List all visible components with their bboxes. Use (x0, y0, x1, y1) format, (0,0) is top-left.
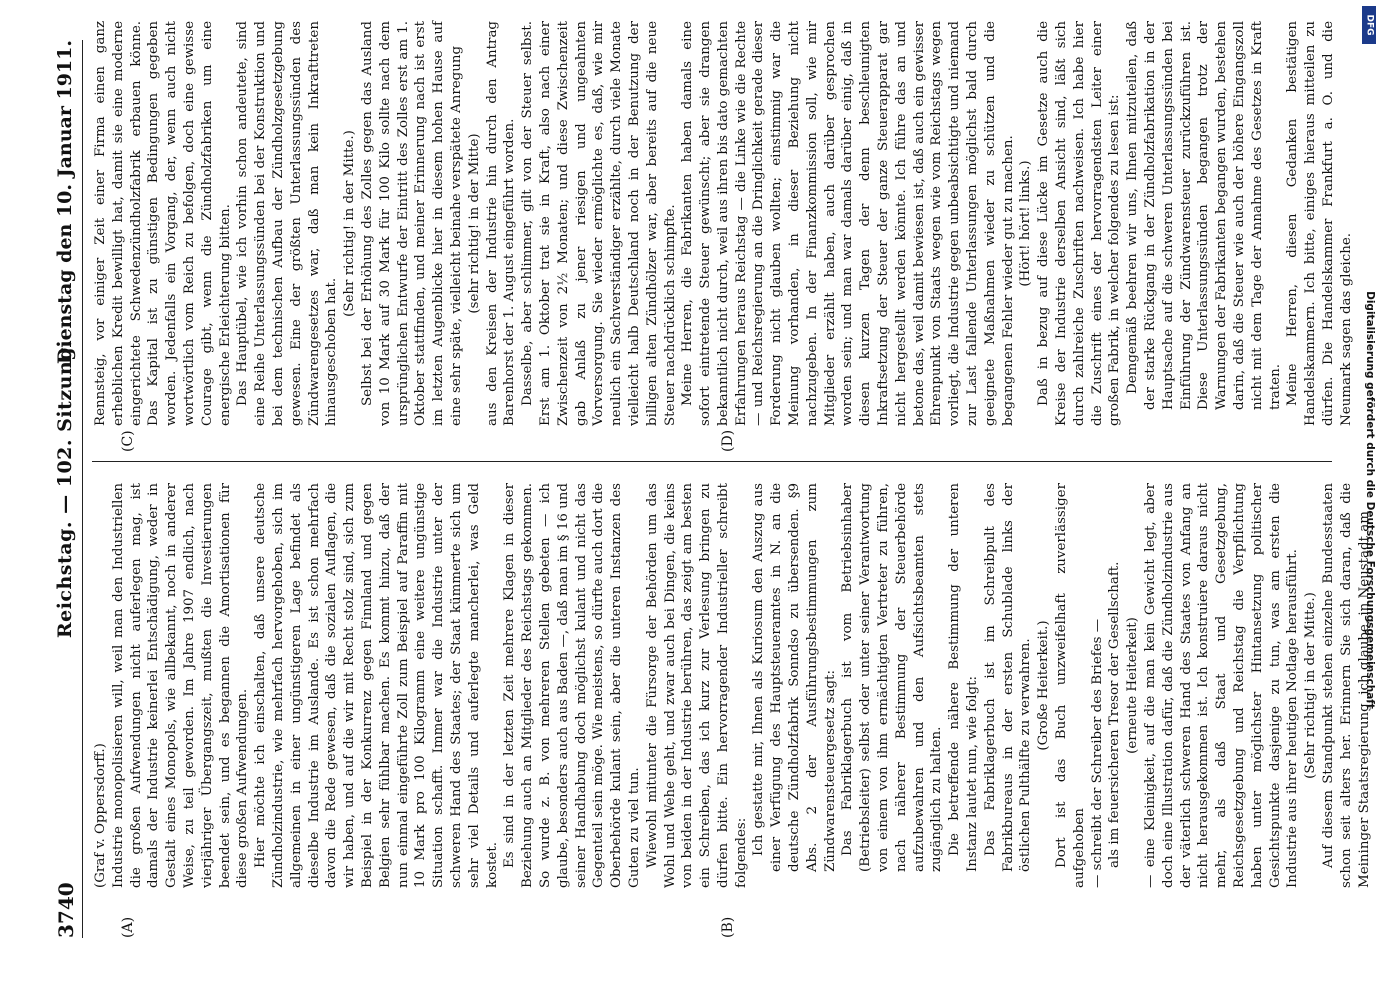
quote-paragraph: Die betreffende nähere Bestimmung der unteren Instanz lautet nun, wie folgt: (947, 483, 981, 872)
paragraph: Meine Herren, die Fabrikanten haben damals eine sofort eintretende Steuer gewünscht; aber sie drangen bekanntlich nicht durch, weil aus ihren bis dato gemachten Erfahrungen heraus Reichstag — die Linke wie die Rechte — und Reichsregierung an die Dringlichkeit gerade dieser Forderung nicht glauben wollten; einstimmig war die Meinung vorhanden, in dieser Beziehung nicht nachzugeben. In der Finanzkommission soll, wie mir Mitglieder erzählt haben, auch darüber gesprochen worden sein; und man war damals darüber einig, daß in diesen kurzen Tagen der denn beschleunigten Inkraftsetzung der Steuer der ganze Steuerapparat gar nicht hergestellt werden könnte. Ich führe das an und betone das, weil damit bewiesen ist, daß auch ein gewisser Ehrenpunkt von Staats wegen wie vom Reichstags wegen vorliegt, die Industrie gegen unbeabsichtigte und niemand zur Last fallende Unterlassungen möglichst bald durch geeignete Maßnahmen wieder zu schützen und die begangenen Fehler wieder gut zu machen. (680, 21, 1016, 426)
interjection: (Sehr richtig! in der Mitte.) (1303, 592, 1319, 779)
interjection: (Hört! hört! links.) (1018, 160, 1034, 287)
quote-paragraph: Ich gestatte mir, Ihnen als Kuriosum den Auszug aus einer Verfügung des Hauptsteueramtes in N. an die deutsche Zündholzfabrik Sonndso zu übersenden. §9 Abs. 2 der Ausführungsbestimmungen zum Zündwarensteuergesetz sagt: (751, 483, 838, 872)
right-column (92, 21, 1356, 426)
paragraph: — eine Kleinigkeit, auf die man kein Gewicht legt, aber doch eine Illustration dafür, daß die Zündholzindustrie aus der väterlich schweren Hand des Staates von Anfang an nicht herausgekommen ist. Ich konstruiere daraus nicht mehr, als daß Staat und Gesetzgebung, Reichsgesetzgebung und Reichstag die Verpflichtung haben unter möglichster Hintansetzung politischer Gesichtspunkte dasjenige zu tun, was am ersten die Industrie aus ihrer heutigen Notlage herausführt. (1143, 483, 1301, 888)
margin-marker-a: (A) (120, 916, 136, 938)
interjection: (sehr richtig! in der Mitte) (466, 133, 482, 314)
paragraph: Das Hauptübel, wie ich vorhin schon andeutete, sind eine Reihe Unterlassungssünden bei der Konstruktion und bei dem technischen Aufbau der Zündholzgesetzgebung gewesen. Eine der größten Unterlassungssünden des Zündwarengesetzes war, daß man kein Inkrafttreten hinausgeschoben hat. (235, 21, 340, 426)
page-number: 3740 (54, 882, 78, 938)
paragraph: Selbst bei der Erhöhung des Zolles gegen das Ausland von 10 Mark auf 30 Mark für 100 Kilo sollte nach dem ursprünglichen Entwurfe der Eintritt des Zolles erst am 1. Oktober stattfinden, und meiner Erinnerung nach ist erst im letzten Augenblicke hier in diesem hohen Hause auf eine sehr späte, vielleicht beinahe verspätete Anregung (359, 21, 464, 426)
interjection: (erneute Heiterkeit) (1125, 617, 1141, 754)
margin-marker-d: (D) (720, 429, 736, 452)
paragraph: Auf diesem Standpunkt stehen einzelne Bundesstaaten schon seit alters her. Erinnern Sie sich daran, daß die Meininger Staatsregierung, ich glaube, in Neustadt am (1320, 483, 1372, 888)
page-date: Dienstag den 10. Januar 1911. (54, 40, 76, 365)
quote-paragraph: Demgemäß beehren wir uns, Ihnen mitzuteilen, daß der starke Rückgang in der Zündholzfabrikation in der Hauptsache auf die schweren Unterlassungssünden bei Einführung der Zündwarensteuer zurückzuführen ist. Diese Unterlassungssünden begangen trotz der Warnungen der Fabrikanten begangen wurden, bestehen darin, daß die Steuer wie auch der höhere Eingangszoll nicht mit dem Tage der Annahme des Gesetzes in Kraft traten. (1125, 21, 1283, 410)
interjection: (Große Heiterkeit.) (1036, 620, 1052, 751)
speaker-label: (Graf v. Oppersdorff.) (93, 743, 108, 888)
paragraph: als im feuersicheren Tresor der Gesellschaft. (1107, 561, 1123, 868)
quote-paragraph: Das Fabriklagerbuch ist im Schreibpult des Fabrikbureaus in der ersten Schublade links der östlichen Pulthälfte zu verwahren. (982, 483, 1034, 872)
paragraph: Dort ist das Buch unzweifelhaft zuverlässiger aufgehoben (1054, 483, 1087, 888)
paragraph: Industrie monopolisieren will, weil man den Industriellen die großen Aufwendungen nicht auferlegen mag, ist damals der Industrie keinerlei Entschädigung, weder in Gestalt eines Monopols, wie allbekannt, noch in anderer Weise, zu teil geworden. Im Jahre 1907 endlich, nach vierjähriger Übergangszeit, mußten die Investierungen beendet sein, und es begannen die Amortisationen für diese großen Aufwendungen. (110, 483, 251, 888)
paragraph: — schreibt der Schreiber des Briefes — (1089, 618, 1105, 888)
page-header (52, 40, 83, 938)
dfg-logo (1362, 6, 1376, 44)
paragraph: Wiewohl mitunter die Fürsorge der Behörden um das Wohl und Wehe geht, und zwar auch bei Dingen, die keins von beiden in der Industrie berühren, das zeigt am besten ein Schreiben, das ich kurz zur Verlesung bringen zu dürfen bitte. Ein hervorragender Industrieller schreibt folgendes: (644, 483, 749, 888)
margin-marker-c: (C) (120, 430, 136, 452)
paragraph: Hier möchte ich einschalten, daß unsere deutsche Zündholzindustrie, wie mehrfach hervorgehoben, sich im allgemeinen in einer ungünstigeren Lage befindet als dieselbe Industrie im Auslande. Es ist schon mehrfach davon die Rede gewesen, daß die sozialen Auflagen, die wir haben, und auf die wir mit Recht stolz sind, sich zum Beispiel in der Konkurrenz gegen Finnland und gegen Belgien sehr fühlbar machen. Es kommt hinzu, daß der nun einmal eingeführte Zoll zum Beispiel auf Paraffin mit 10 Mark pro 100 Kilogramm eine weitere ungünstige Situation schafft. Immer war die Industrie unter der schweren Hand des Staates; der Staat kümmerte sich um sehr viel Details und auferlegte mancherlei, was Geld kostet. (253, 483, 500, 888)
page-title: Reichstag. — 102. Sitzung. (54, 339, 76, 639)
dfg-logo-text: DFG (1364, 14, 1375, 36)
left-column (92, 483, 1373, 888)
interjection: (Sehr richtig! in der Mitte.) (342, 130, 358, 317)
margin-marker-b: (B) (720, 916, 736, 938)
column-divider (92, 461, 1332, 462)
digitization-note: Digitalisierung gefördert durch die Deutsche Forschungsgemeinschaft (1364, 291, 1376, 709)
paragraph: Meine Herren, diesen Gedanken bestätigen Handelskammern. Ich bitte, einiges hieraus mitteilen zu dürfen. Die Handelskammer Frankfurt a. O. und die Neumark sagen das gleiche. (1285, 21, 1354, 426)
paragraph: aus den Kreisen der Industrie hin durch den Antrag Barenhorst der 1. August eingeführt worden. (484, 21, 518, 426)
quote-paragraph: Das Fabriklagerbuch ist vom Betriebsinhaber (Betriebsleiter) selbst oder unter seiner Verantwortung von einem von ihm ermächtigten Vertreter zu führen, nach näherer Bestimmung der Steuerbehörde aufzubewahren und den Aufsichtsbeamten stets zugänglich zu halten. (840, 483, 945, 872)
paragraph: Rennsteig, vor einiger Zeit einer Firma einen ganz erheblichen Kredit bewilligt hat, damit sie eine moderne eingerichtete Schwedenzündholzfabrik erbauen könne. Das Kapital ist zu günstigen Bedingungen gegeben worden. Jedenfalls ein Vorgang, der, wenn auch nicht wortwörtlich vom Reich zu befolgen, doch eine gewisse Courage gibt, wenn die Zündholzfabriken um eine energische Erleichterung bitten. (93, 21, 233, 426)
paragraph: Daß in bezug auf diese Lücke im Gesetze auch die Kreise der Industrie derselben Ansicht sind, läßt sich durch zahlreiche Zuschriften nachweisen. Ich habe hier die Zuschrift eines der hervorragendsten Leiter einer großen Fabrik, in welcher folgendes zu lesen ist: (1036, 21, 1123, 426)
paragraph: Dasselbe, aber schlimmer, gilt von der Steuer selbst. Erst am 1. Oktober trat sie in Kraft, also nach einer Zwischenzeit von 2½ Monaten; und diese Zwischenzeit gab Anlaß zu jener riesigen und ungeahnten Vorversorgung. Sie wieder ermöglichte es, daß, wie mir neulich ein Sachverständiger erzählte, durch viele Monate vielleicht halb Deutschland noch in der Benutzung der billigen alten Zündhölzer war, aber bereits auf die neue Steuer nachdrücklich schimpfte. (520, 21, 678, 426)
paragraph: Es sind in der letzten Zeit mehrere Klagen in dieser Beziehung auch an Mitglieder des Reichstags gekommen. So wurde z. B. von mehreren Stellen gebeten — ich glaube, besonders auch aus Baden —, daß man im § 16 und seiner Handhabung doch möglichst kulant und nicht das Gegenteil sein möge. Wie meistens, so dürfte auch dort die Oberbehörde kulant sein, aber die unteren Instanzen des Guten zu viel tun. (502, 482, 642, 888)
